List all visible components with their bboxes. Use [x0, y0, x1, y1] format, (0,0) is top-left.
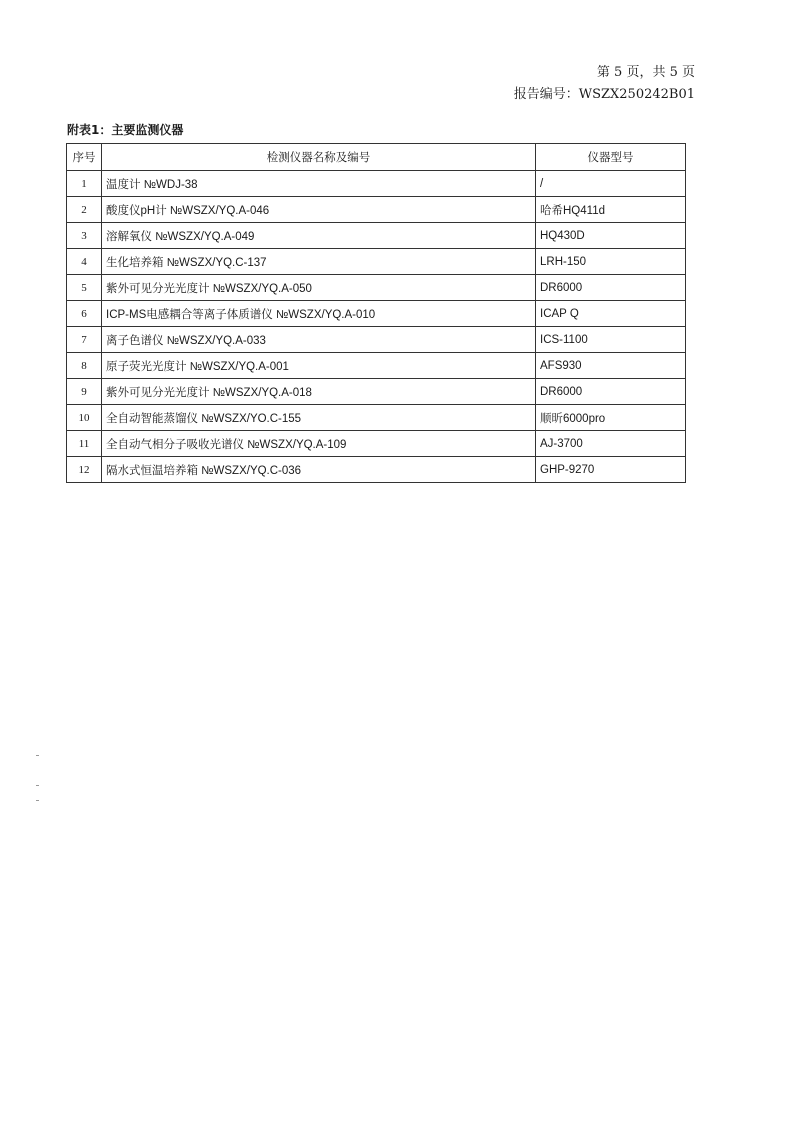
cell-name: 离子色谱仪 №WSZX/YQ.A-033: [102, 327, 536, 353]
cell-name: 隔水式恒温培养箱 №WSZX/YQ.C-036: [102, 457, 536, 483]
table-row: [67, 275, 686, 301]
cell-name: 原子荧光光度计 №WSZX/YQ.A-001: [102, 353, 536, 379]
page-info: 第 5 页，共 5 页: [596, 65, 695, 80]
cell-no: 12: [67, 457, 102, 483]
cell-no: 7: [67, 327, 102, 353]
cell-model: 顺昕6000pro: [536, 405, 686, 431]
cell-model: AFS930: [536, 353, 686, 379]
table-row: [67, 197, 686, 223]
cell-no: 4: [67, 249, 102, 275]
cell-no: 2: [67, 197, 102, 223]
column-header-model: 仪器型号: [536, 144, 686, 171]
table-row: [67, 223, 686, 249]
table-row: [67, 327, 686, 353]
table-row: [67, 379, 686, 405]
table-row: [67, 405, 686, 431]
table-row: [67, 301, 686, 327]
cell-model: DR6000: [536, 379, 686, 405]
table-body: [67, 171, 686, 483]
cell-model: ICS-1100: [536, 327, 686, 353]
page-header: [514, 62, 695, 106]
cell-no: 8: [67, 353, 102, 379]
cell-no: 6: [67, 301, 102, 327]
cell-model: ICAP Q: [536, 301, 686, 327]
cell-model: LRH-150: [536, 249, 686, 275]
column-header-name: 检测仪器名称及编号: [102, 144, 536, 171]
cell-name: 溶解氧仪 №WSZX/YQ.A-049: [102, 223, 536, 249]
cell-no: 10: [67, 405, 102, 431]
cell-model: /: [536, 171, 686, 197]
cell-model: 哈希HQ411d: [536, 197, 686, 223]
cell-no: 11: [67, 431, 102, 457]
table-row: [67, 171, 686, 197]
column-header-no: 序号: [67, 144, 102, 171]
cell-model: GHP-9270: [536, 457, 686, 483]
table-header-row: [67, 144, 686, 171]
cell-no: 1: [67, 171, 102, 197]
report-number: 报告编号：WSZX250242B01: [513, 87, 695, 102]
cell-no: 9: [67, 379, 102, 405]
cell-no: 3: [67, 223, 102, 249]
table-caption: 附表1：主要监测仪器: [67, 123, 184, 137]
cell-model: DR6000: [536, 275, 686, 301]
instrument-table: [66, 143, 686, 483]
table-row: [67, 431, 686, 457]
cell-name: 紫外可见分光光度计 №WSZX/YQ.A-050: [102, 275, 536, 301]
cell-model: HQ430D: [536, 223, 686, 249]
cell-name: ICP-MS电感耦合等离子体质谱仪 №WSZX/YQ.A-010: [102, 301, 536, 327]
cell-no: 5: [67, 275, 102, 301]
cell-name: 酸度仪pH计 №WSZX/YQ.A-046: [102, 197, 536, 223]
scan-speck: [36, 785, 39, 786]
cell-name: 全自动智能蒸馏仪 №WSZX/YO.C-155: [102, 405, 536, 431]
cell-name: 全自动气相分子吸收光谱仪 №WSZX/YQ.A-109: [102, 431, 536, 457]
table-row: [67, 457, 686, 483]
cell-name: 紫外可见分光光度计 №WSZX/YQ.A-018: [102, 379, 536, 405]
scan-speck: [36, 800, 39, 801]
scan-speck: [36, 755, 39, 756]
table-row: [67, 249, 686, 275]
cell-name: 温度计 №WDJ-38: [102, 171, 536, 197]
table-row: [67, 353, 686, 379]
cell-name: 生化培养箱 №WSZX/YQ.C-137: [102, 249, 536, 275]
cell-model: AJ-3700: [536, 431, 686, 457]
